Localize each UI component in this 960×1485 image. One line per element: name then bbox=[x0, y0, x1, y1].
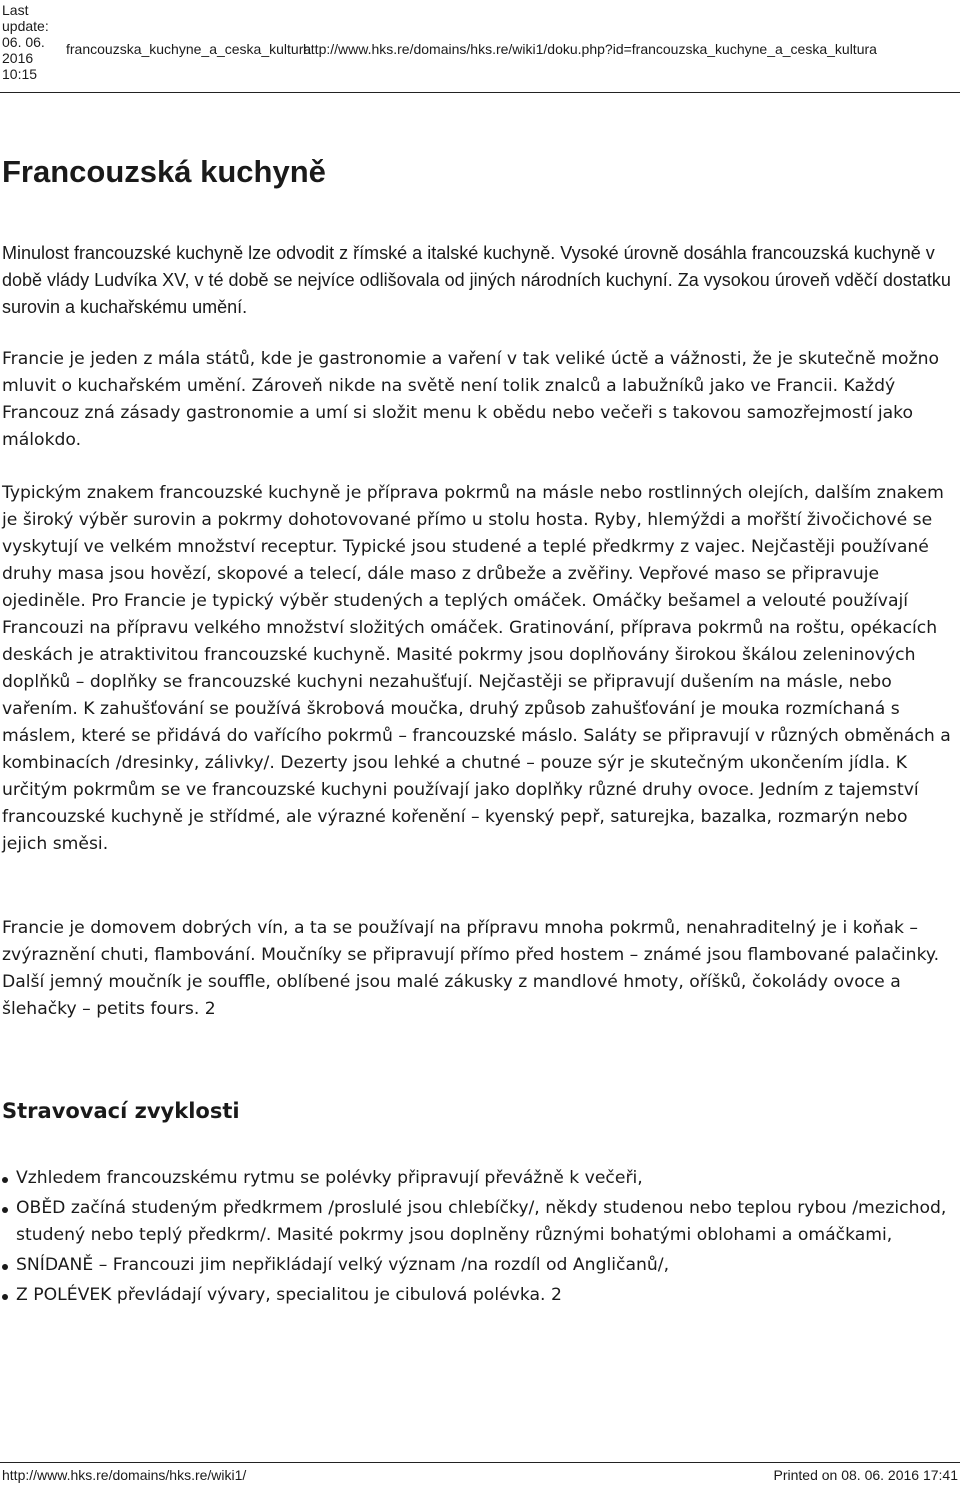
list-item-text: SNÍDANĚ – Francouzi jim nepřikládají velký význam /na rozdíl od Angličanů/, bbox=[16, 1255, 670, 1275]
list-item bbox=[0, 1165, 950, 1192]
bullet-icon bbox=[2, 1264, 8, 1270]
list-item-text: Vzhledem francouzskému rytmu se polévky připravují převážně k večeři, bbox=[16, 1168, 643, 1188]
paragraph-characteristics: Typickým znakem francouzské kuchyně je příprava pokrmů na másle nebo rostlinných olejích, dalším znakem je široký výběr surovin a pokrmy dohotovované přímo u stolu hosta. Ryby, hlemýždi a mořští živočichové se vyskytují ve velkém množství receptur. Typické jsou studené a teplé předkrmy z vajec. Nejčastěji používané druhy masa jsou hovězí, skopové a telecí, dále maso z drůbeže a zvěřiny. Vepřové maso se připravuje ojediněle. Pro Francie je typický výběr studených a teplých omáček. Omáčky bešamel a velouté používají Francouzi na přípravu velkého množství složitých omáček. Gratinování, příprava pokrmů na roštu, opékacích deskách je atraktivitou francouzské kuchyně. Masité pokrmy jsou doplňovány širokou škálou zeleninových doplňků – doplňky se francouzské kuchyni nezahušťují. Nejčastěji se připravují dušením na másle, nebo vařením. K zahušťování se používá škrobová moučka, druhý způsob zahušťování je mouka rozmíchaná s máslem, které se přidává do vařícího pokrmů – francouzské máslo. Saláty se připravují v různých obměnách a kombinacích /dresinky, zálivky/. Dezerty jsou lehké a chutné – pouze sýr je skutečným ukončením jídla. K určitým pokrmům se ve francouzské kuchyni používají jako doplňky různé druhy ovoce. Jedním z tajemství francouzské kuchyně je střídmé, ale výrazné kořenění – kyenský pepř, saturejka, bazalka, rozmarýn nebo jejich směsi. bbox=[2, 483, 951, 854]
bullet-icon bbox=[2, 1207, 8, 1213]
bullet-icon bbox=[2, 1294, 8, 1300]
last-update: Last update: 06. 06. 2016 10:15 bbox=[2, 2, 49, 82]
page-url-link[interactable]: http://www.hks.re/domains/hks.re/wiki1/doku.php?id=francouzska_kuchyne_a_ceska_kultura bbox=[303, 41, 877, 57]
paragraph-history: Minulost francouzské kuchyně lze odvodit z římské a italské kuchyně. Vysoké úrovně dosáhla francouzská kuchyně v době vlády Ludvíka XV, v té době se nejvíce odlišovala od jiných národních kuchyní. Za vysokou úroveň vděčí dostatku surovin a kuchařskému umění. bbox=[2, 243, 951, 317]
page-id: francouzska_kuchyne_a_ceska_kultura bbox=[66, 41, 312, 57]
section-heading: Stravovací zvyklosti bbox=[2, 1099, 240, 1123]
footer-url-link[interactable]: http://www.hks.re/domains/hks.re/wiki1/ bbox=[2, 1467, 247, 1483]
page-title: Francouzská kuchyně bbox=[2, 154, 326, 189]
printed-date: Printed on 08. 06. 2016 17:41 bbox=[773, 1467, 958, 1483]
list-item-text: Z POLÉVEK převládají vývary, specialitou je cibulová polévka. 2 bbox=[16, 1285, 562, 1305]
paragraph-gastronomy: Francie je jeden z mála států, kde je gastronomie a vaření v tak veliké úctě a vážnosti, že je skutečně možno mluvit o kuchařském umění. Zároveň nikde na světě není tolik znalců a labužníků jako ve Francii. Každý Francouz zná zásady gastronomie a umí si složit menu k obědu nebo večeři s takovou samozřejmostí jako málokdo. bbox=[2, 349, 939, 450]
list-item bbox=[0, 1252, 950, 1279]
eating-habits-list bbox=[0, 1165, 950, 1312]
bullet-icon bbox=[2, 1177, 8, 1183]
list-item bbox=[0, 1195, 950, 1249]
page-footer bbox=[0, 1462, 960, 1484]
page-header bbox=[0, 0, 960, 93]
paragraph-wines-desserts: Francie je domovem dobrých vín, a ta se používají na přípravu mnoha pokrmů, nenahraditelný je i koňak – zvýraznění chuti, flambování. Moučníky se připravují přímo před hostem – známé jsou flambované palačinky. Další jemný moučník je souffle, oblíbené jsou malé zákusky z mandlové hmoty, oříšků, čokolády ovoce a šlehačky – petits fours. 2 bbox=[2, 918, 940, 1019]
list-item-text: OBĚD začíná studeným předkrmem /proslulé jsou chlebíčky/, někdy studenou nebo teplou rybou /mezichod, studený nebo teplý předkrm/. Masité pokrmy jsou doplněny různými bohatými oblohami a omáčkami, bbox=[16, 1198, 947, 1245]
list-item bbox=[0, 1282, 950, 1309]
